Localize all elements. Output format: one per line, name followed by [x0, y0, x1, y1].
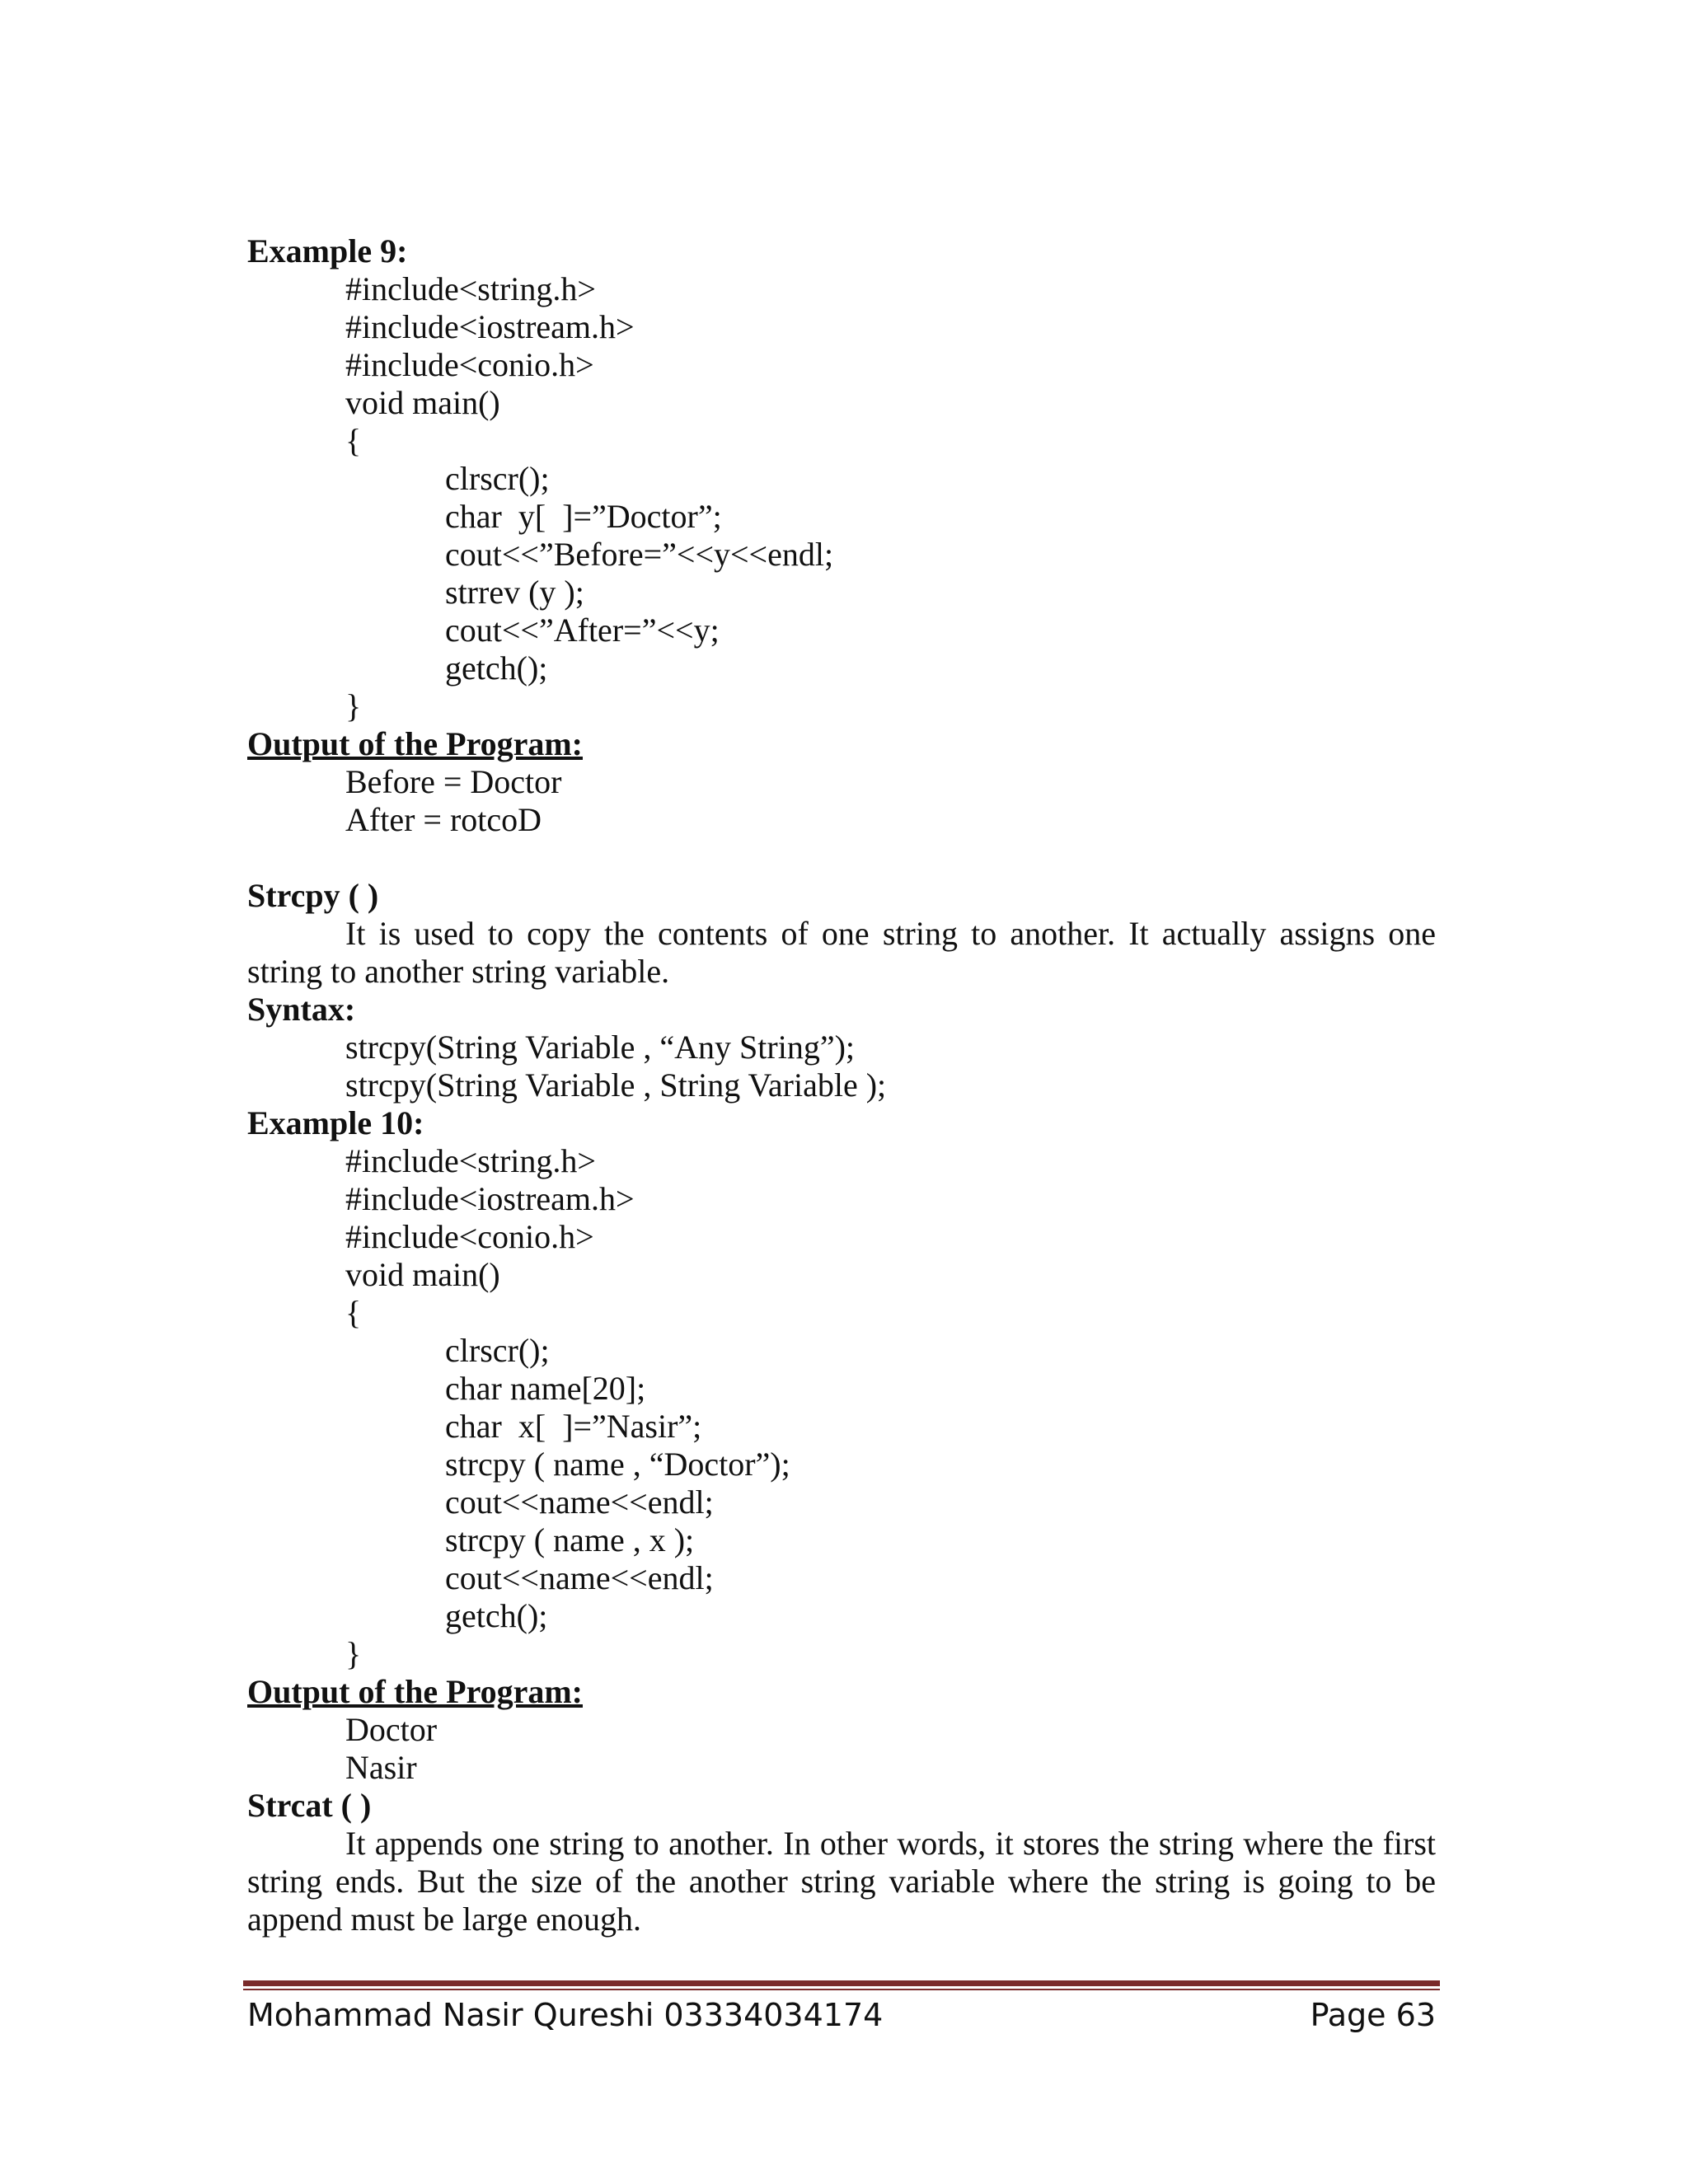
code-line: strcpy ( name , x ); — [445, 1521, 695, 1558]
syntax-line: strcpy(String Variable , “Any String”); — [345, 1029, 856, 1066]
strcpy-description: It is used to copy the contents of one string to another. It actually assigns one string to another string variable. — [247, 915, 1436, 990]
example-10-output — [247, 1711, 1436, 1787]
spacer — [247, 839, 1436, 877]
strcat-heading: Strcat ( ) — [247, 1787, 372, 1824]
code-line: { — [345, 1294, 362, 1331]
code-line: cout<<name<<endl; — [445, 1559, 714, 1596]
output-line: After = rotcoD — [345, 801, 542, 838]
example-9-heading: Example 9: — [247, 232, 408, 269]
syntax-block — [247, 1029, 1436, 1104]
page-content — [247, 232, 1436, 1938]
code-line: #include<string.h> — [345, 1142, 596, 1179]
code-line: #include<iostream.h> — [345, 308, 635, 345]
code-line: getch(); — [445, 649, 548, 687]
code-line: cout<<”After=”<<y; — [445, 612, 720, 649]
code-line: #include<conio.h> — [345, 346, 594, 383]
code-line: } — [345, 1635, 362, 1672]
footer-rule-thin — [243, 1989, 1440, 1990]
code-line: clrscr(); — [445, 1332, 550, 1369]
code-line: cout<<”Before=”<<y<<endl; — [445, 536, 834, 573]
strcpy-heading: Strcpy ( ) — [247, 877, 379, 914]
example-9-output — [247, 763, 1436, 839]
code-line: #include<string.h> — [345, 270, 596, 307]
code-line: char x[ ]=”Nasir”; — [445, 1408, 702, 1445]
strcat-description: It appends one string to another. In other words, it stores the string where the first string ends. But the size of the another string variable where the string is going to be append must be large enough. — [247, 1825, 1436, 1938]
output-line: Nasir — [345, 1749, 417, 1786]
code-line: clrscr(); — [445, 460, 550, 497]
code-line: cout<<name<<endl; — [445, 1483, 714, 1521]
footer-rule — [243, 1980, 1440, 1986]
code-line: #include<iostream.h> — [345, 1180, 635, 1217]
code-line: } — [345, 687, 362, 724]
example-9-output-heading: Output of the Program: — [247, 725, 583, 762]
code-line: void main() — [345, 384, 500, 421]
output-line: Before = Doctor — [345, 763, 562, 800]
code-line: strcpy ( name , “Doctor”); — [445, 1446, 790, 1483]
footer-author: Mohammad Nasir Qureshi 03334034174 — [247, 1997, 884, 2033]
code-line: strrev (y ); — [445, 574, 584, 611]
example-10-heading: Example 10: — [247, 1104, 424, 1141]
code-line: getch(); — [445, 1597, 548, 1634]
output-line: Doctor — [345, 1711, 438, 1748]
code-line: void main() — [345, 1256, 500, 1293]
code-line: { — [345, 422, 362, 459]
footer-page-number: Page 63 — [1310, 1997, 1436, 2033]
code-line: char y[ ]=”Doctor”; — [445, 498, 722, 535]
example-10-code-body — [345, 1332, 1436, 1635]
example-9-code-body — [345, 460, 1436, 687]
example-9-code — [247, 270, 1436, 725]
code-line: char name[20]; — [445, 1370, 646, 1407]
syntax-line: strcpy(String Variable , String Variable ); — [345, 1066, 887, 1104]
example-10-code — [247, 1142, 1436, 1673]
example-10-output-heading: Output of the Program: — [247, 1673, 583, 1710]
code-line: #include<conio.h> — [345, 1218, 594, 1255]
syntax-heading: Syntax: — [247, 991, 356, 1028]
